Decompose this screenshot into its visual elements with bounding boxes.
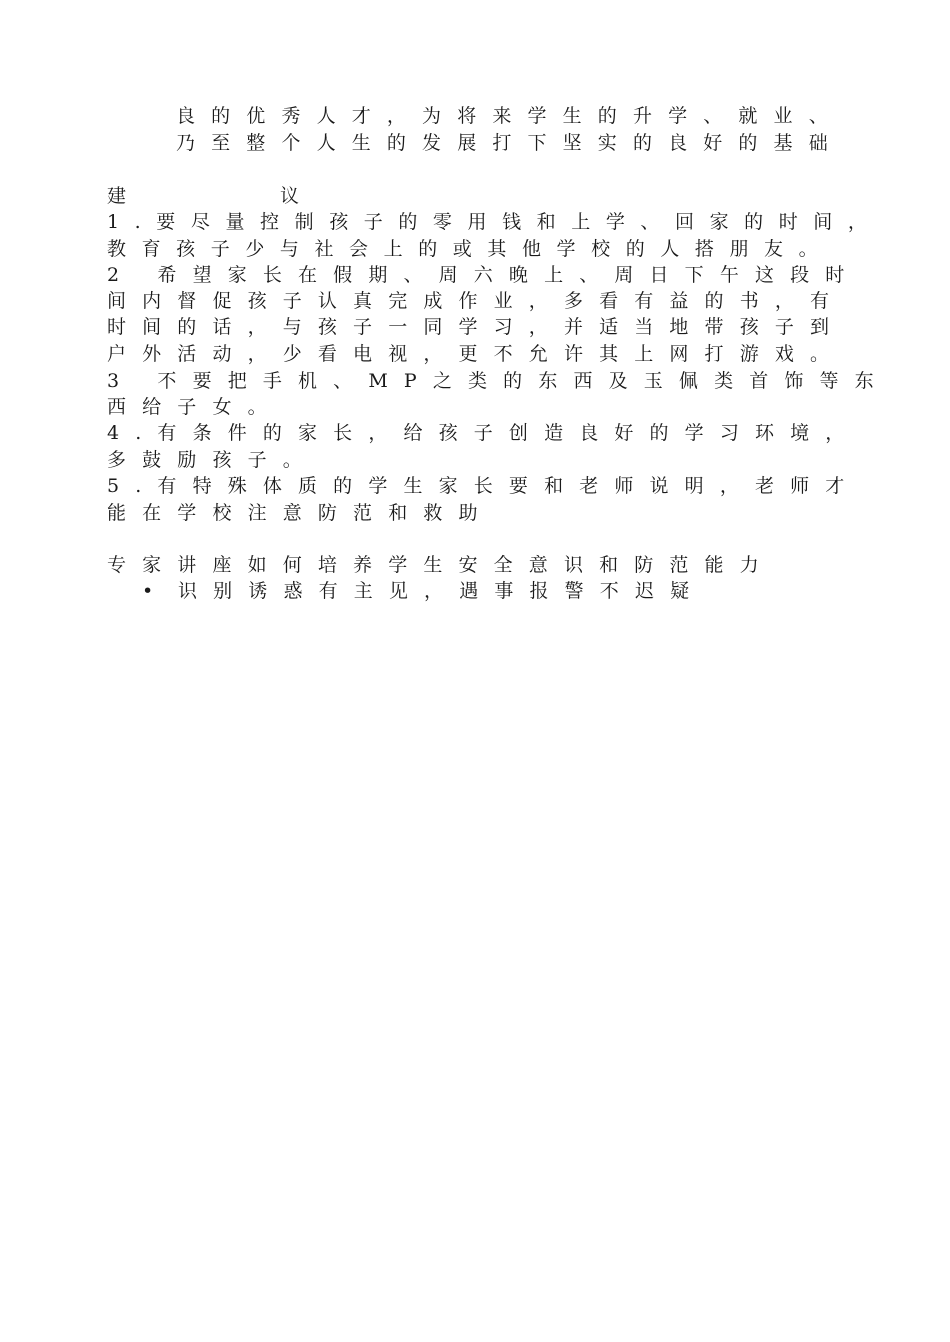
intro-line-2: 乃至整个人生的发展打下坚实的良好的基础: [176, 132, 844, 154]
suggestion-2-line-1: 2 希望家长在假期、周六晚上、周日下午这段时: [107, 264, 861, 286]
suggestion-5-line-2: 能在学校注意防范和救助: [107, 502, 494, 524]
suggestion-2-line-3: 时间的话，与孩子一同学习，并适当地带孩子到: [107, 316, 846, 338]
suggestion-3-line-2: 西给子女。: [107, 396, 283, 418]
suggestion-1-line-2: 教育孩子少与社会上的或其他学校的人搭朋友。: [107, 238, 834, 260]
suggestion-4-line-2: 多鼓励孩子。: [107, 449, 318, 471]
suggestion-2-line-2: 间内督促孩子认真完成作业，多看有益的书，有: [107, 290, 846, 312]
suggestion-2-line-4: 户外活动，少看电视，更不允许其上网打游戏。: [107, 343, 846, 365]
intro-line-1: 良的优秀人才，为将来学生的升学、就业、: [176, 105, 844, 127]
suggestions-heading-char-2: 议: [280, 185, 300, 207]
suggestion-4-line-1: 4.有条件的家长，给孩子创造良好的学习环境，: [107, 422, 861, 444]
suggestion-1-line-1: 1.要尽量控制孩子的零用钱和上学、回家的时间，: [107, 211, 883, 233]
suggestions-heading-char-1: 建: [107, 185, 127, 207]
lecture-bullet-text: 识别诱惑有主见，遇事报警不迟疑: [178, 580, 706, 602]
lecture-bullet-item: [142, 578, 705, 604]
suggestion-3-line-1: 3 不要把手机、MP之类的东西及玉佩类首饰等东: [107, 370, 890, 392]
suggestion-5-line-1: 5.有特殊体质的学生家长要和老师说明，老师才: [107, 475, 861, 497]
lecture-title: 专家讲座如何培养学生安全意识和防范能力: [107, 554, 775, 576]
bullet-icon: •: [142, 580, 154, 602]
